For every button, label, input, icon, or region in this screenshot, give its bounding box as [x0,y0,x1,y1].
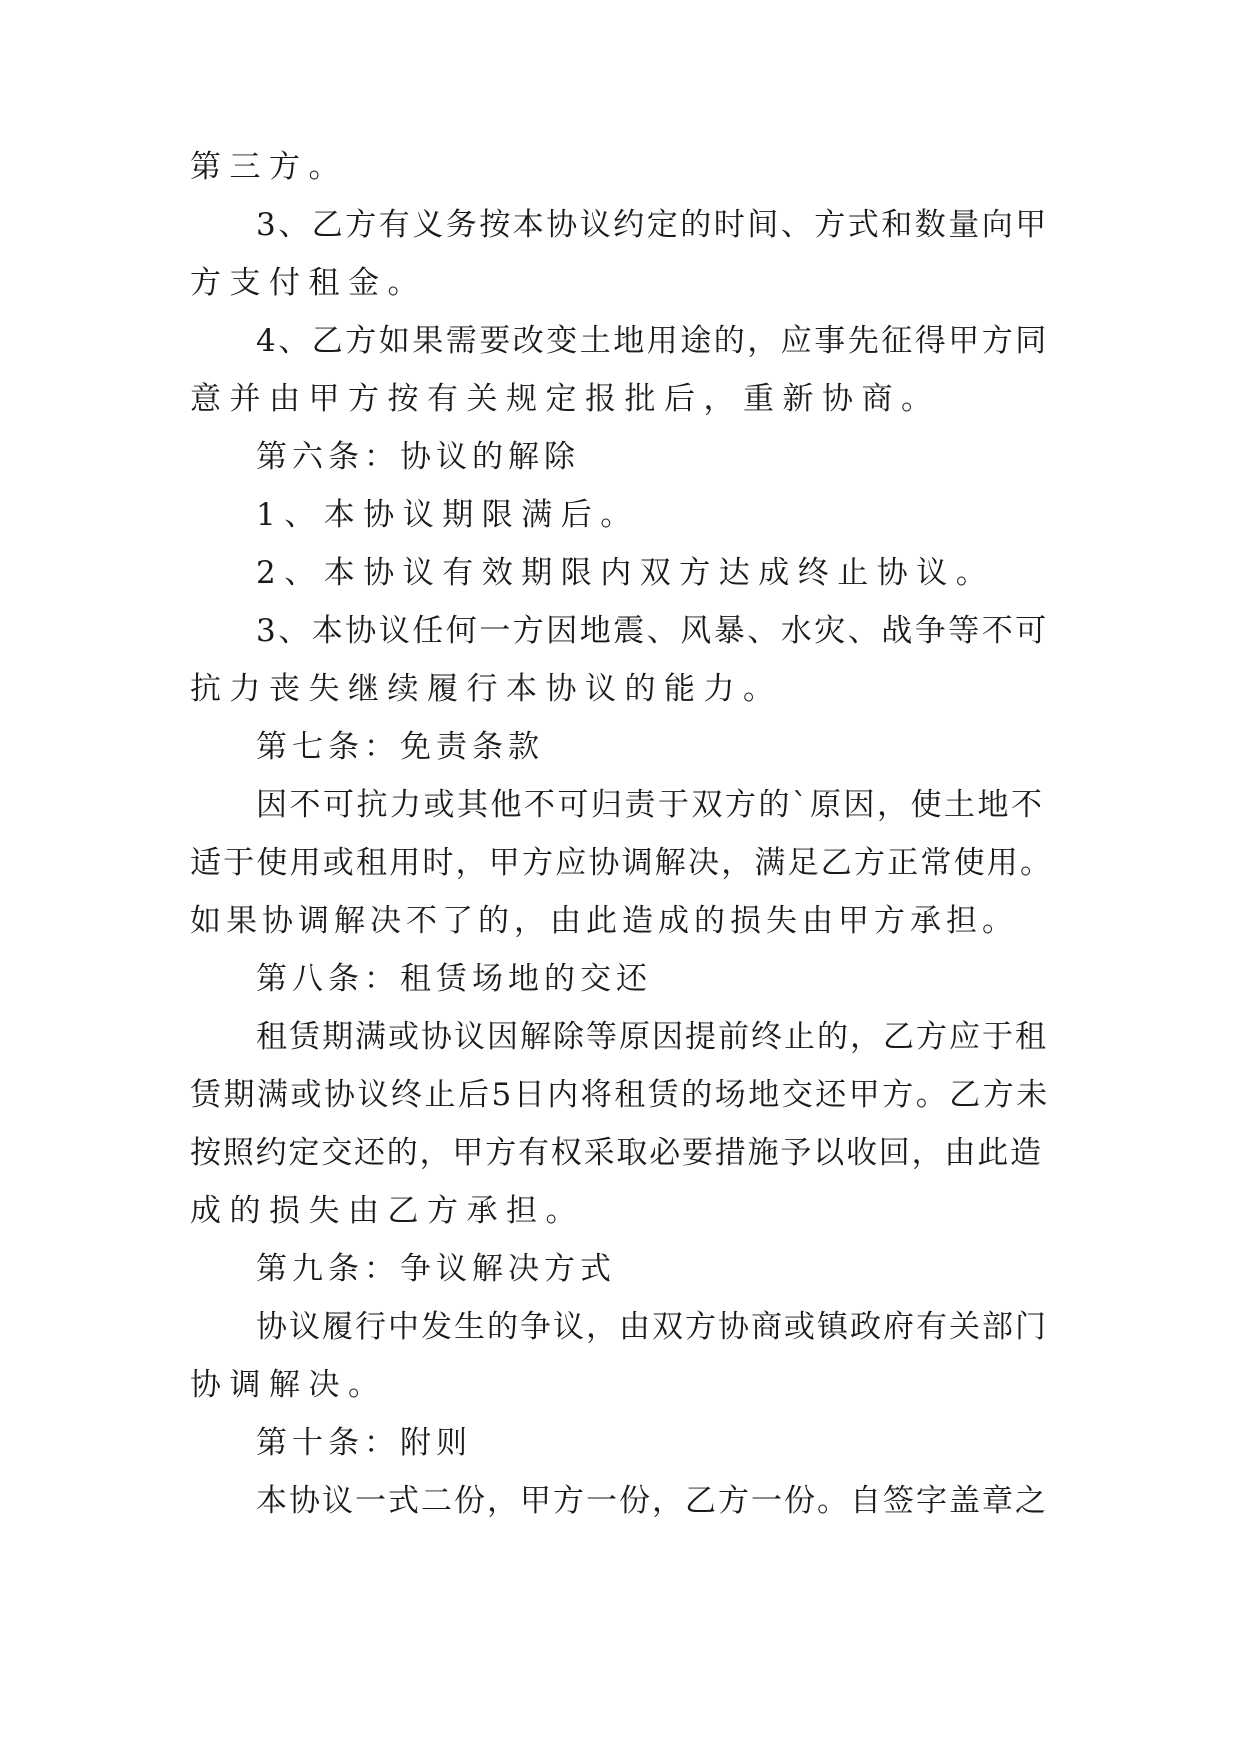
text-line: 适于使用或租用时，甲方应协调解决，满足乙方正常使用。 [190,845,1054,881]
text-line: 第三方。 [190,149,348,185]
text-line: 协调解决。 [190,1367,388,1403]
text-line: 方支付租金。 [190,265,427,301]
text-line: 意并由甲方按有关规定报批后，重新协商。 [190,381,941,417]
section-heading: 第六条：协议的解除 [256,439,580,475]
section-heading: 第十条：附则 [256,1425,472,1461]
text-line: 因不可抗力或其他不可归责于双方的`原因，使土地不 [256,787,1045,823]
text-line: 4、乙方如果需要改变土地用途的，应事先征得甲方同 [256,323,1049,359]
text-line: 按照约定交还的，甲方有权采取必要措施予以收回，由此造 [190,1135,1043,1171]
text-line: 3、乙方有义务按本协议约定的时间、方式和数量向甲 [256,207,1049,243]
text-line: 1、本协议期限满后。 [256,497,640,533]
text-line: 赁期满或协议终止后5日内将租赁的场地交还甲方。乙方未 [190,1077,1050,1113]
text-line: 抗力丧失继续履行本协议的能力。 [190,671,783,707]
section-heading: 第八条：租赁场地的交还 [256,961,652,997]
text-line: 成的损失由乙方承担。 [190,1193,585,1229]
section-heading: 第七条：免责条款 [256,729,544,765]
text-line: 如果协调解决不了的，由此造成的损失由甲方承担。 [190,903,1018,939]
text-line: 协议履行中发生的争议，由双方协商或镇政府有关部门 [256,1309,1048,1345]
text-line: 2、本协议有效期限内双方达成终止协议。 [256,555,996,591]
text-line: 租赁期满或协议因解除等原因提前终止的，乙方应于租 [256,1019,1048,1055]
text-line: 3、本协议任何一方因地震、风暴、水灾、战争等不可 [256,613,1049,649]
text-line: 本协议一式二份，甲方一份，乙方一份。自签字盖章之 [256,1483,1048,1519]
section-heading: 第九条：争议解决方式 [256,1251,616,1287]
